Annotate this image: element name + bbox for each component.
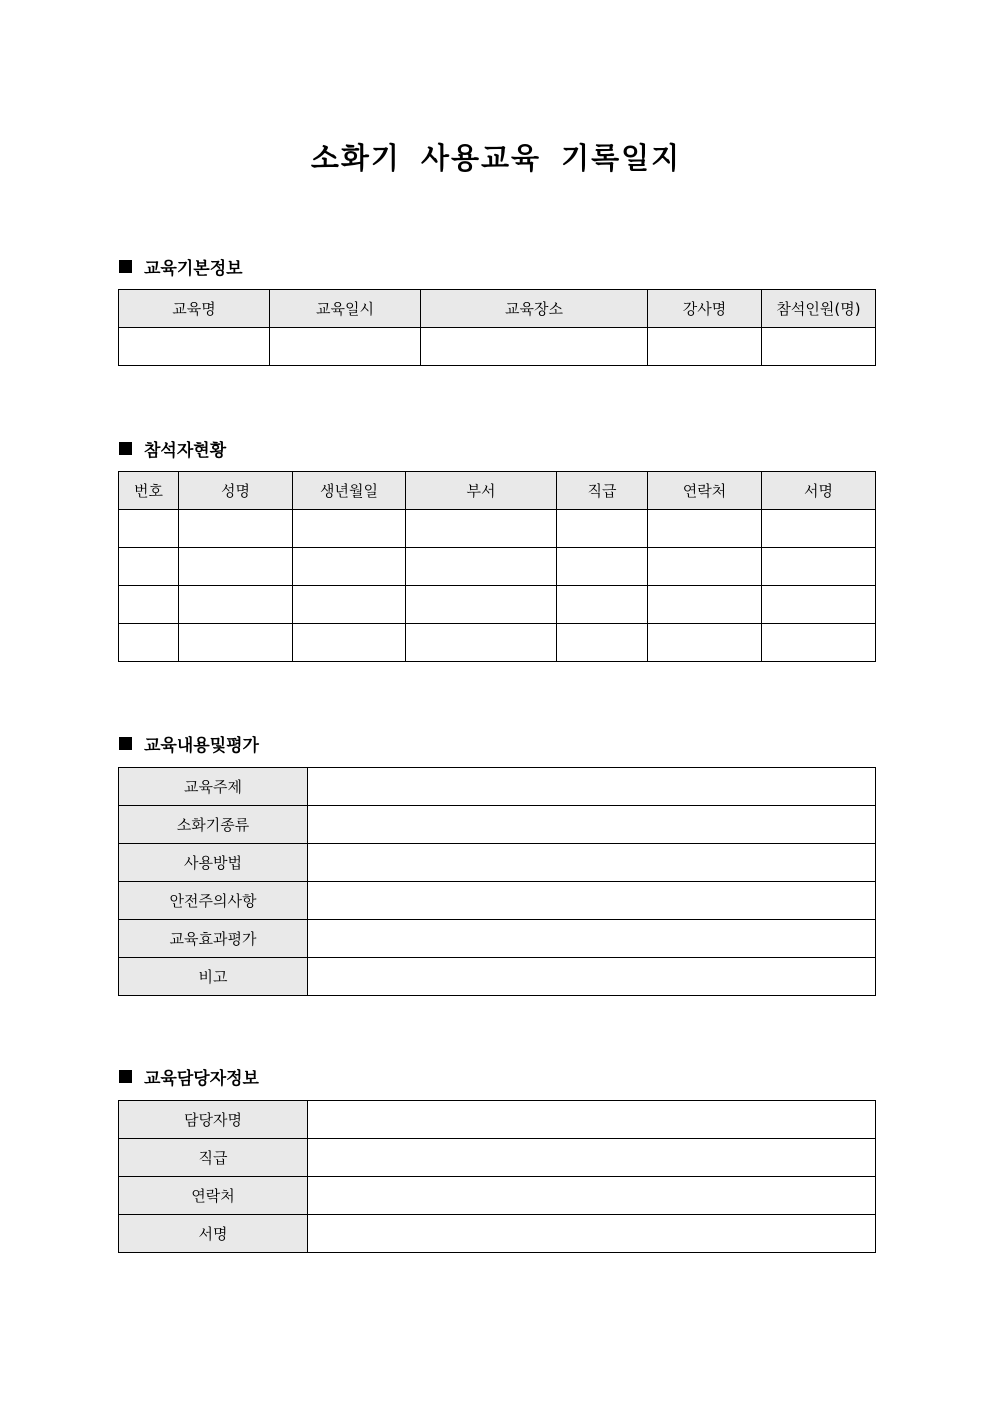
table-header-row [119, 290, 876, 328]
section-title-label: 교육담당자정보 [144, 1069, 259, 1089]
section-title-label: 교육내용및평가 [144, 736, 259, 756]
row-label: 안전주의사항 [119, 882, 308, 920]
input-cell[interactable] [308, 806, 876, 844]
input-cell[interactable] [557, 586, 648, 624]
input-cell[interactable] [293, 548, 406, 586]
content-evaluation-table [118, 767, 876, 996]
input-cell[interactable] [762, 586, 876, 624]
page-title: 소화기 사용교육 기록일지 [310, 141, 682, 175]
row-label: 교육주제 [119, 768, 308, 806]
section-title-label: 교육기본정보 [144, 259, 243, 279]
attendees-table [118, 471, 876, 662]
input-cell[interactable] [293, 510, 406, 548]
table-row [119, 768, 876, 806]
input-cell[interactable] [648, 548, 762, 586]
row-label: 비고 [119, 958, 308, 996]
input-cell[interactable] [421, 328, 648, 366]
table-row [119, 882, 876, 920]
square-bullet-icon [119, 1070, 132, 1083]
input-cell[interactable] [557, 624, 648, 662]
input-cell[interactable] [308, 920, 876, 958]
header-cell: 생년월일 [293, 472, 406, 510]
input-cell[interactable] [308, 768, 876, 806]
input-cell[interactable] [308, 958, 876, 996]
input-cell[interactable] [293, 586, 406, 624]
header-cell: 강사명 [648, 290, 762, 328]
input-cell[interactable] [406, 586, 557, 624]
input-cell[interactable] [308, 1101, 876, 1139]
row-label: 서명 [119, 1215, 308, 1253]
header-cell: 서명 [762, 472, 876, 510]
input-cell[interactable] [179, 624, 293, 662]
input-cell[interactable] [648, 624, 762, 662]
header-cell: 교육장소 [421, 290, 648, 328]
header-cell: 부서 [406, 472, 557, 510]
table-row [119, 1215, 876, 1253]
input-cell[interactable] [119, 548, 179, 586]
header-cell: 연락처 [648, 472, 762, 510]
table-row [119, 624, 876, 662]
input-cell[interactable] [308, 1215, 876, 1253]
input-cell[interactable] [308, 882, 876, 920]
table-row [119, 958, 876, 996]
input-cell[interactable] [406, 624, 557, 662]
input-cell[interactable] [308, 1177, 876, 1215]
table-row [119, 844, 876, 882]
header-cell: 교육일시 [270, 290, 421, 328]
section-title-manager-info [119, 1064, 259, 1089]
table-row [119, 586, 876, 624]
table-row [119, 548, 876, 586]
input-cell[interactable] [406, 548, 557, 586]
row-label: 교육효과평가 [119, 920, 308, 958]
header-cell: 참석인원(명) [762, 290, 876, 328]
input-cell[interactable] [179, 510, 293, 548]
input-cell[interactable] [648, 510, 762, 548]
input-cell[interactable] [308, 844, 876, 882]
input-cell[interactable] [557, 510, 648, 548]
header-cell: 성명 [179, 472, 293, 510]
input-cell[interactable] [648, 328, 762, 366]
manager-info-table [118, 1100, 876, 1253]
table-row [119, 1101, 876, 1139]
square-bullet-icon [119, 737, 132, 750]
table-header-row [119, 472, 876, 510]
square-bullet-icon [119, 442, 132, 455]
input-cell[interactable] [762, 548, 876, 586]
table-row [119, 1177, 876, 1215]
input-cell[interactable] [119, 328, 270, 366]
input-cell[interactable] [648, 586, 762, 624]
row-label: 연락처 [119, 1177, 308, 1215]
section-title-basic-info [119, 254, 243, 279]
input-cell[interactable] [762, 328, 876, 366]
section-title-attendees [119, 436, 226, 461]
input-cell[interactable] [119, 510, 179, 548]
table-row [119, 328, 876, 366]
basic-info-table [118, 289, 876, 366]
table-row [119, 510, 876, 548]
input-cell[interactable] [119, 624, 179, 662]
table-row [119, 1139, 876, 1177]
input-cell[interactable] [406, 510, 557, 548]
input-cell[interactable] [308, 1139, 876, 1177]
input-cell[interactable] [270, 328, 421, 366]
input-cell[interactable] [762, 510, 876, 548]
row-label: 담당자명 [119, 1101, 308, 1139]
row-label: 직급 [119, 1139, 308, 1177]
input-cell[interactable] [179, 548, 293, 586]
input-cell[interactable] [119, 586, 179, 624]
header-cell: 교육명 [119, 290, 270, 328]
input-cell[interactable] [557, 548, 648, 586]
section-title-content-evaluation [119, 731, 259, 756]
square-bullet-icon [119, 260, 132, 273]
header-cell: 번호 [119, 472, 179, 510]
table-row [119, 920, 876, 958]
row-label: 사용방법 [119, 844, 308, 882]
header-cell: 직급 [557, 472, 648, 510]
table-row [119, 806, 876, 844]
input-cell[interactable] [179, 586, 293, 624]
input-cell[interactable] [762, 624, 876, 662]
section-title-label: 참석자현황 [144, 441, 227, 461]
row-label: 소화기종류 [119, 806, 308, 844]
input-cell[interactable] [293, 624, 406, 662]
